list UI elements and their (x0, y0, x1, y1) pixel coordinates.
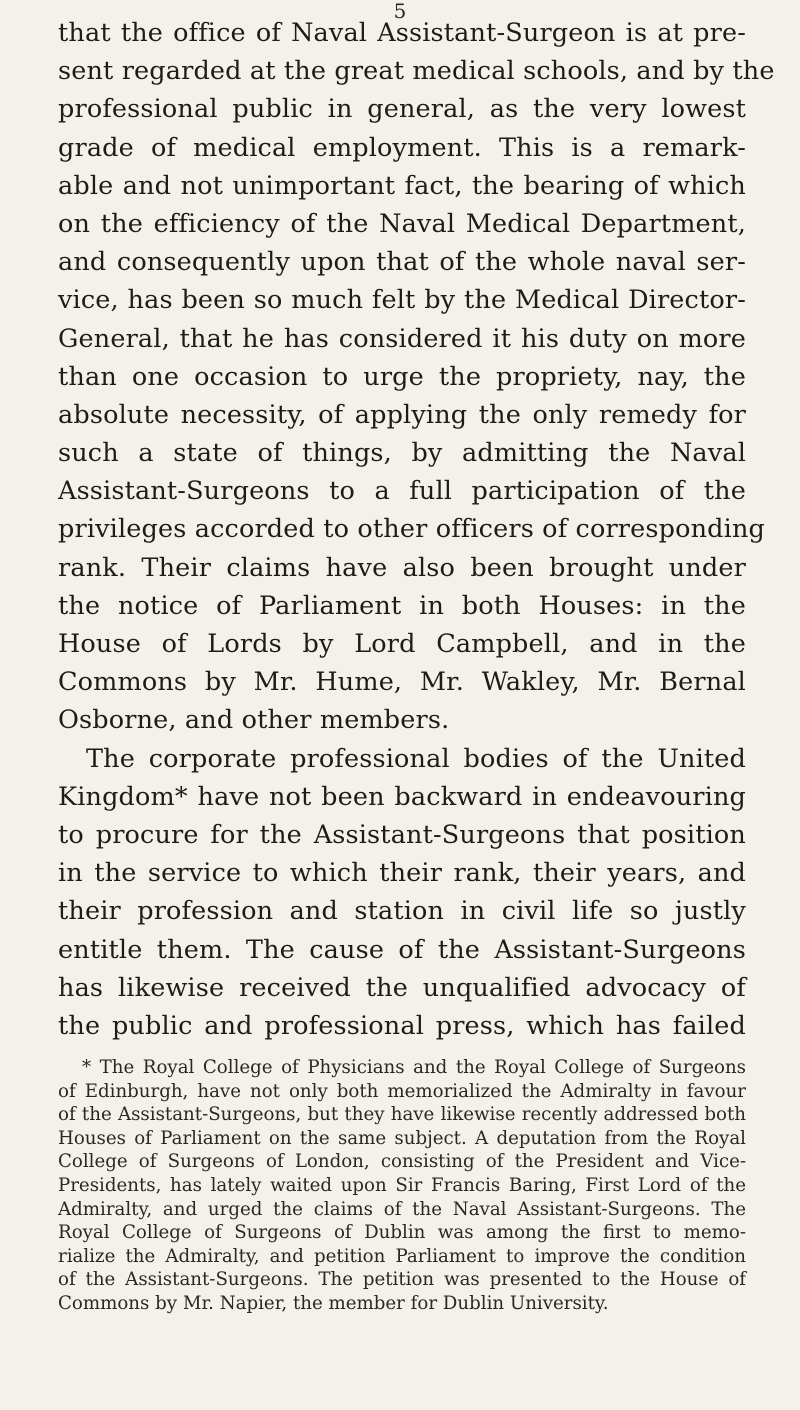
footnote-line: rialize the Admiralty, and petition Parliament to improve the condition (58, 1245, 746, 1267)
body-line: Assistant-Surgeons to a full participation of the (58, 476, 746, 507)
body-line: sent regarded at the great medical schools, and by the (58, 56, 775, 87)
body-line: the public and professional press, which has failed (58, 1010, 746, 1041)
body-line: Kingdom* have not been backward in endeavouring (58, 781, 746, 812)
body-line: on the efficiency of the Naval Medical Department, (58, 208, 746, 239)
body-line: vice, has been so much felt by the Medical Director- (58, 285, 746, 316)
body-line: in the service to which their rank, their years, and (58, 858, 746, 889)
body-line: the notice of Parliament in both Houses: in the (58, 590, 746, 621)
footnote-line: of the Assistant-Surgeons. The petition was presented to the House of (58, 1269, 746, 1291)
footnote-line: Presidents, has lately waited upon Sir Francis Baring, First Lord of the (58, 1174, 746, 1196)
body-line: entitle them. The cause of the Assistant-Surgeons (58, 934, 746, 965)
footnote-line: Admiralty, and urged the claims of the Naval Assistant-Surgeons. The (58, 1198, 746, 1220)
body-line: privileges accorded to other officers of corresponding (58, 514, 765, 545)
body-line: and consequently upon that of the whole naval ser- (58, 247, 746, 278)
body-line: to procure for the Assistant-Surgeons that position (58, 819, 746, 850)
footnote-line: of Edinburgh, have not only both memorialized the Admiralty in favour (58, 1080, 746, 1102)
body-line: Commons by Mr. Hume, Mr. Wakley, Mr. Bernal (58, 667, 746, 698)
body-line: absolute necessity, of applying the only remedy for (58, 399, 746, 430)
footnote-line: Royal College of Surgeons of Dublin was among the first to memo- (58, 1222, 746, 1244)
body-line: professional public in general, as the very lowest (58, 94, 746, 125)
body-text (58, 14, 775, 1045)
body-line: grade of medical employment. This is a remark- (58, 132, 746, 163)
footnote-line: of the Assistant-Surgeons, but they have likewise recently addressed both (58, 1104, 746, 1126)
body-line: has likewise received the unqualified advocacy of (58, 972, 746, 1003)
footnote-line: College of Surgeons of London, consisting of the President and Vice- (58, 1151, 746, 1173)
body-line: House of Lords by Lord Campbell, and in the (58, 629, 746, 659)
footnote-line: Houses of Parliament on the same subject. A deputation from the Royal (58, 1127, 746, 1149)
body-line: that the office of Naval Assistant-Surgeon is at pre- (58, 18, 746, 48)
body-line: their profession and station in civil life so justly (58, 896, 746, 927)
body-line: than one occasion to urge the propriety, nay, the (58, 361, 746, 392)
body-line: such a state of things, by admitting the Naval (58, 438, 746, 469)
page-number: 5 (393, 0, 407, 23)
body-line: General, that he has considered it his duty on more (58, 323, 746, 354)
paragraph-start: The corporate professional bodies of the United (86, 743, 746, 774)
footnote-line: Commons by Mr. Napier, the member for Dublin University. (58, 1292, 609, 1314)
body-line: Osborne, and other members. (58, 705, 450, 736)
body-line: able and not unimportant fact, the bearing of which (58, 170, 746, 201)
body-line: rank. Their claims have also been brought under (58, 552, 746, 583)
footnote (58, 1056, 746, 1316)
footnote-line: * The Royal College of Physicians and the Royal College of Surgeons (82, 1057, 746, 1078)
